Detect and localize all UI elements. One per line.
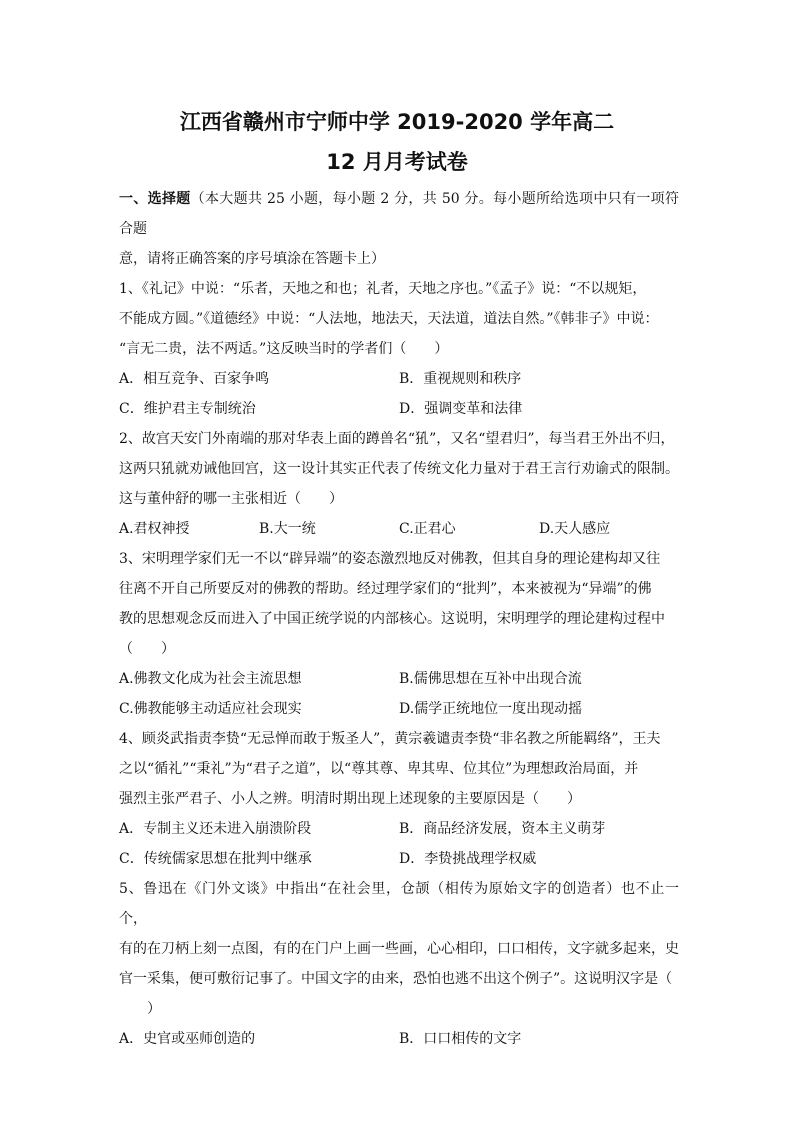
question-2-option-a: A.君权神授 [119, 521, 190, 537]
question-4-line1: 4、顾炎武指责李贽“无忌惮而敢于叛圣人”，黄宗羲谴责李贽“非名教之所能羁络”，王夫 [119, 731, 661, 747]
question-3-line1: 3、宋明理学家们无一不以“辟异端”的姿态激烈地反对佛教，但其自身的理论建构却又往 [119, 551, 661, 567]
exam-content [119, 184, 679, 1054]
question-5 [119, 874, 679, 1054]
question-3-option-a: A.佛教文化成为社会主流思想 [119, 671, 302, 687]
question-4-option-d: D．李贽挑战理学权威 [399, 851, 537, 867]
question-5-option-b: B．口口相传的文字 [399, 1031, 522, 1047]
question-4-options-row1 [119, 814, 679, 844]
question-3-line4: （ ） [119, 641, 175, 657]
question-4-options-row2 [119, 844, 679, 874]
question-1-option-d: D．强调变革和法律 [399, 401, 523, 417]
question-3-line2: 往离不开自己所要反对的佛教的帮助。经过理学家们的“批判”，本来被视为“异端”的佛 [119, 581, 652, 597]
question-4-option-a: A．专制主义还未进入崩溃阶段 [119, 821, 312, 837]
question-1 [119, 274, 679, 424]
question-1-option-b: B．重视规则和秩序 [399, 371, 522, 387]
question-1-line1: 1、《礼记》中说：“乐者，天地之和也；礼者，天地之序也。”《孟子》说：“不以规矩， [119, 281, 647, 297]
question-2-line3: 这与董仲舒的哪一主张相近（ ） [119, 491, 343, 507]
question-2-options [119, 514, 679, 544]
question-2-line1: 2、故宫天安门外南端的那对华表上面的蹲兽名“犼”，又名“望君归”，每当君王外出不归， [119, 431, 675, 447]
question-5-line4: ） [119, 1001, 161, 1017]
question-1-line2: 不能成方圆。”《道德经》中说：“人法地，地法天，天法道，道法自然。”《韩非子》中说： [119, 311, 659, 327]
question-4-option-c: C．传统儒家思想在批判中继承 [119, 851, 312, 867]
question-1-option-a: A．相互竞争、百家争鸣 [119, 371, 270, 387]
question-2-option-c: C.正君心 [399, 521, 456, 537]
question-3 [119, 544, 679, 724]
question-5-line1: 5、鲁迅在《门外文谈》中指出“在社会里，仓颉（相传为原始文字的创造者）也不止一个， [119, 881, 679, 927]
question-3-options-row2 [119, 694, 679, 724]
question-4-line2: 之以“循礼”“秉礼”为“君子之道”，以“尊其尊、卑其卑、位其位”为理想政治局面，并 [119, 761, 639, 777]
question-3-options-row1 [119, 664, 679, 694]
exam-title-line2: 12 月月考试卷 [326, 150, 468, 174]
question-4-option-b: B．商品经济发展，资本主义萌芽 [399, 821, 606, 837]
section-intro [119, 184, 679, 244]
question-5-line2: 有的在刀柄上刻一点图，有的在门户上画一些画，心心相印，口口相传，文字就多起来，史 [119, 941, 679, 957]
question-2-line2: 这两只犼就劝诫他回宫，这一设计其实正代表了传统文化力量对于君王言行劝谕式的限制。 [119, 461, 679, 477]
question-4 [119, 724, 679, 874]
section-heading: 一、选择题 [119, 191, 191, 207]
question-1-options-row1 [119, 364, 679, 394]
question-3-option-b: B.儒佛思想在互补中出现合流 [399, 671, 582, 687]
question-3-option-c: C.佛教能够主动适应社会现实 [119, 701, 302, 717]
question-1-option-c: C．维护君主专制统治 [119, 401, 256, 417]
question-2 [119, 424, 679, 544]
question-1-options-row2 [119, 394, 679, 424]
question-2-option-b: B.大一统 [259, 521, 316, 537]
question-3-option-d: D.儒学正统地位一度出现动摇 [399, 701, 583, 717]
exam-title-line1: 江西省赣州市宁师中学 2019-2020 学年高二 [179, 110, 615, 134]
question-5-options-row1 [119, 1024, 679, 1054]
section-instructions-line2: 意，请将正确答案的序号填涂在答题卡上） [119, 251, 385, 267]
question-5-line3: 官一采集，便可敷衍记事了。中国文字的由来，恐怕也逃不出这个例子”。这说明汉字是（ [119, 971, 673, 987]
question-5-option-a: A．史官或巫师创造的 [119, 1031, 256, 1047]
section-instructions-line1: （本大题共 25 小题，每小题 2 分，共 50 分。每小题所给选项中只有一项符合题 [119, 191, 679, 237]
question-3-line3: 教的思想观念反而进入了中国正统学说的内部核心。这说明，宋明理学的理论建构过程中 [119, 611, 665, 627]
question-1-line3: “言无二贵，法不两适。”这反映当时的学者们（ ） [119, 341, 449, 357]
question-2-option-d: D.天人感应 [539, 521, 611, 537]
question-4-line3: 强烈主张严君子、小人之辨。明清时期出现上述现象的主要原因是（ ） [119, 791, 581, 807]
